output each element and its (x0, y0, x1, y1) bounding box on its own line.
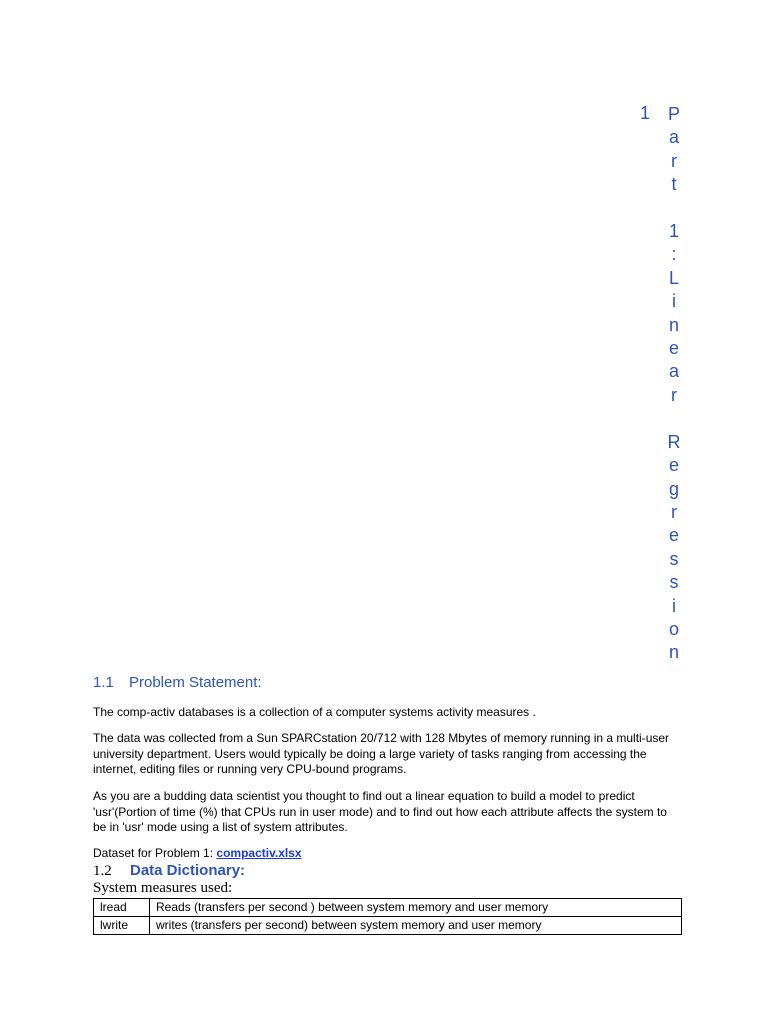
system-measures-subheading: System measures used: (93, 880, 233, 896)
table-row (94, 899, 682, 917)
measure-description: writes (transfers per second) between system memory and user memory (150, 917, 682, 935)
paragraph-data-collection: The data was collected from a Sun SPARCstation 20/712 with 128 Mbytes of memory running in a multi-user university department. Users would typically be doing a large variety of tasks ranging from accessing the internet, editing files or running very CPU-bound programs. (93, 731, 670, 776)
dataset-line (93, 846, 683, 862)
section-number: 1.2 (93, 863, 112, 879)
paragraph-objective: As you are a budding data scientist you thought to find out a linear equation to build a model to predict 'usr'(Portion of time (%) that CPUs run in user mode) and to find out how each attribute affects the system to be in 'usr' mode using a list of system attributes. (93, 789, 667, 834)
paragraph-intro: The comp-activ databases is a collection of a computer systems activity measures . (93, 705, 536, 719)
section-title: Problem Statement: (129, 674, 262, 691)
dataset-label: Dataset for Problem 1: (93, 846, 217, 860)
data-dictionary-table (93, 898, 682, 935)
dataset-link[interactable]: compactiv.xlsx (216, 846, 302, 860)
measure-name: lread (94, 899, 150, 917)
section-heading-problem-statement (93, 674, 262, 691)
section-heading-data-dictionary (93, 862, 245, 880)
measure-name: lwrite (94, 917, 150, 935)
heading-1-number: 1 (640, 103, 651, 123)
section-title: Data Dictionary: (130, 862, 246, 879)
heading-1-title: P a r t 1 : L i n e a r R e g r e s s i o n (667, 104, 681, 663)
section-number: 1.1 (93, 674, 114, 691)
measure-description: Reads (transfers per second ) between system memory and user memory (150, 899, 682, 917)
table-row (94, 917, 682, 935)
